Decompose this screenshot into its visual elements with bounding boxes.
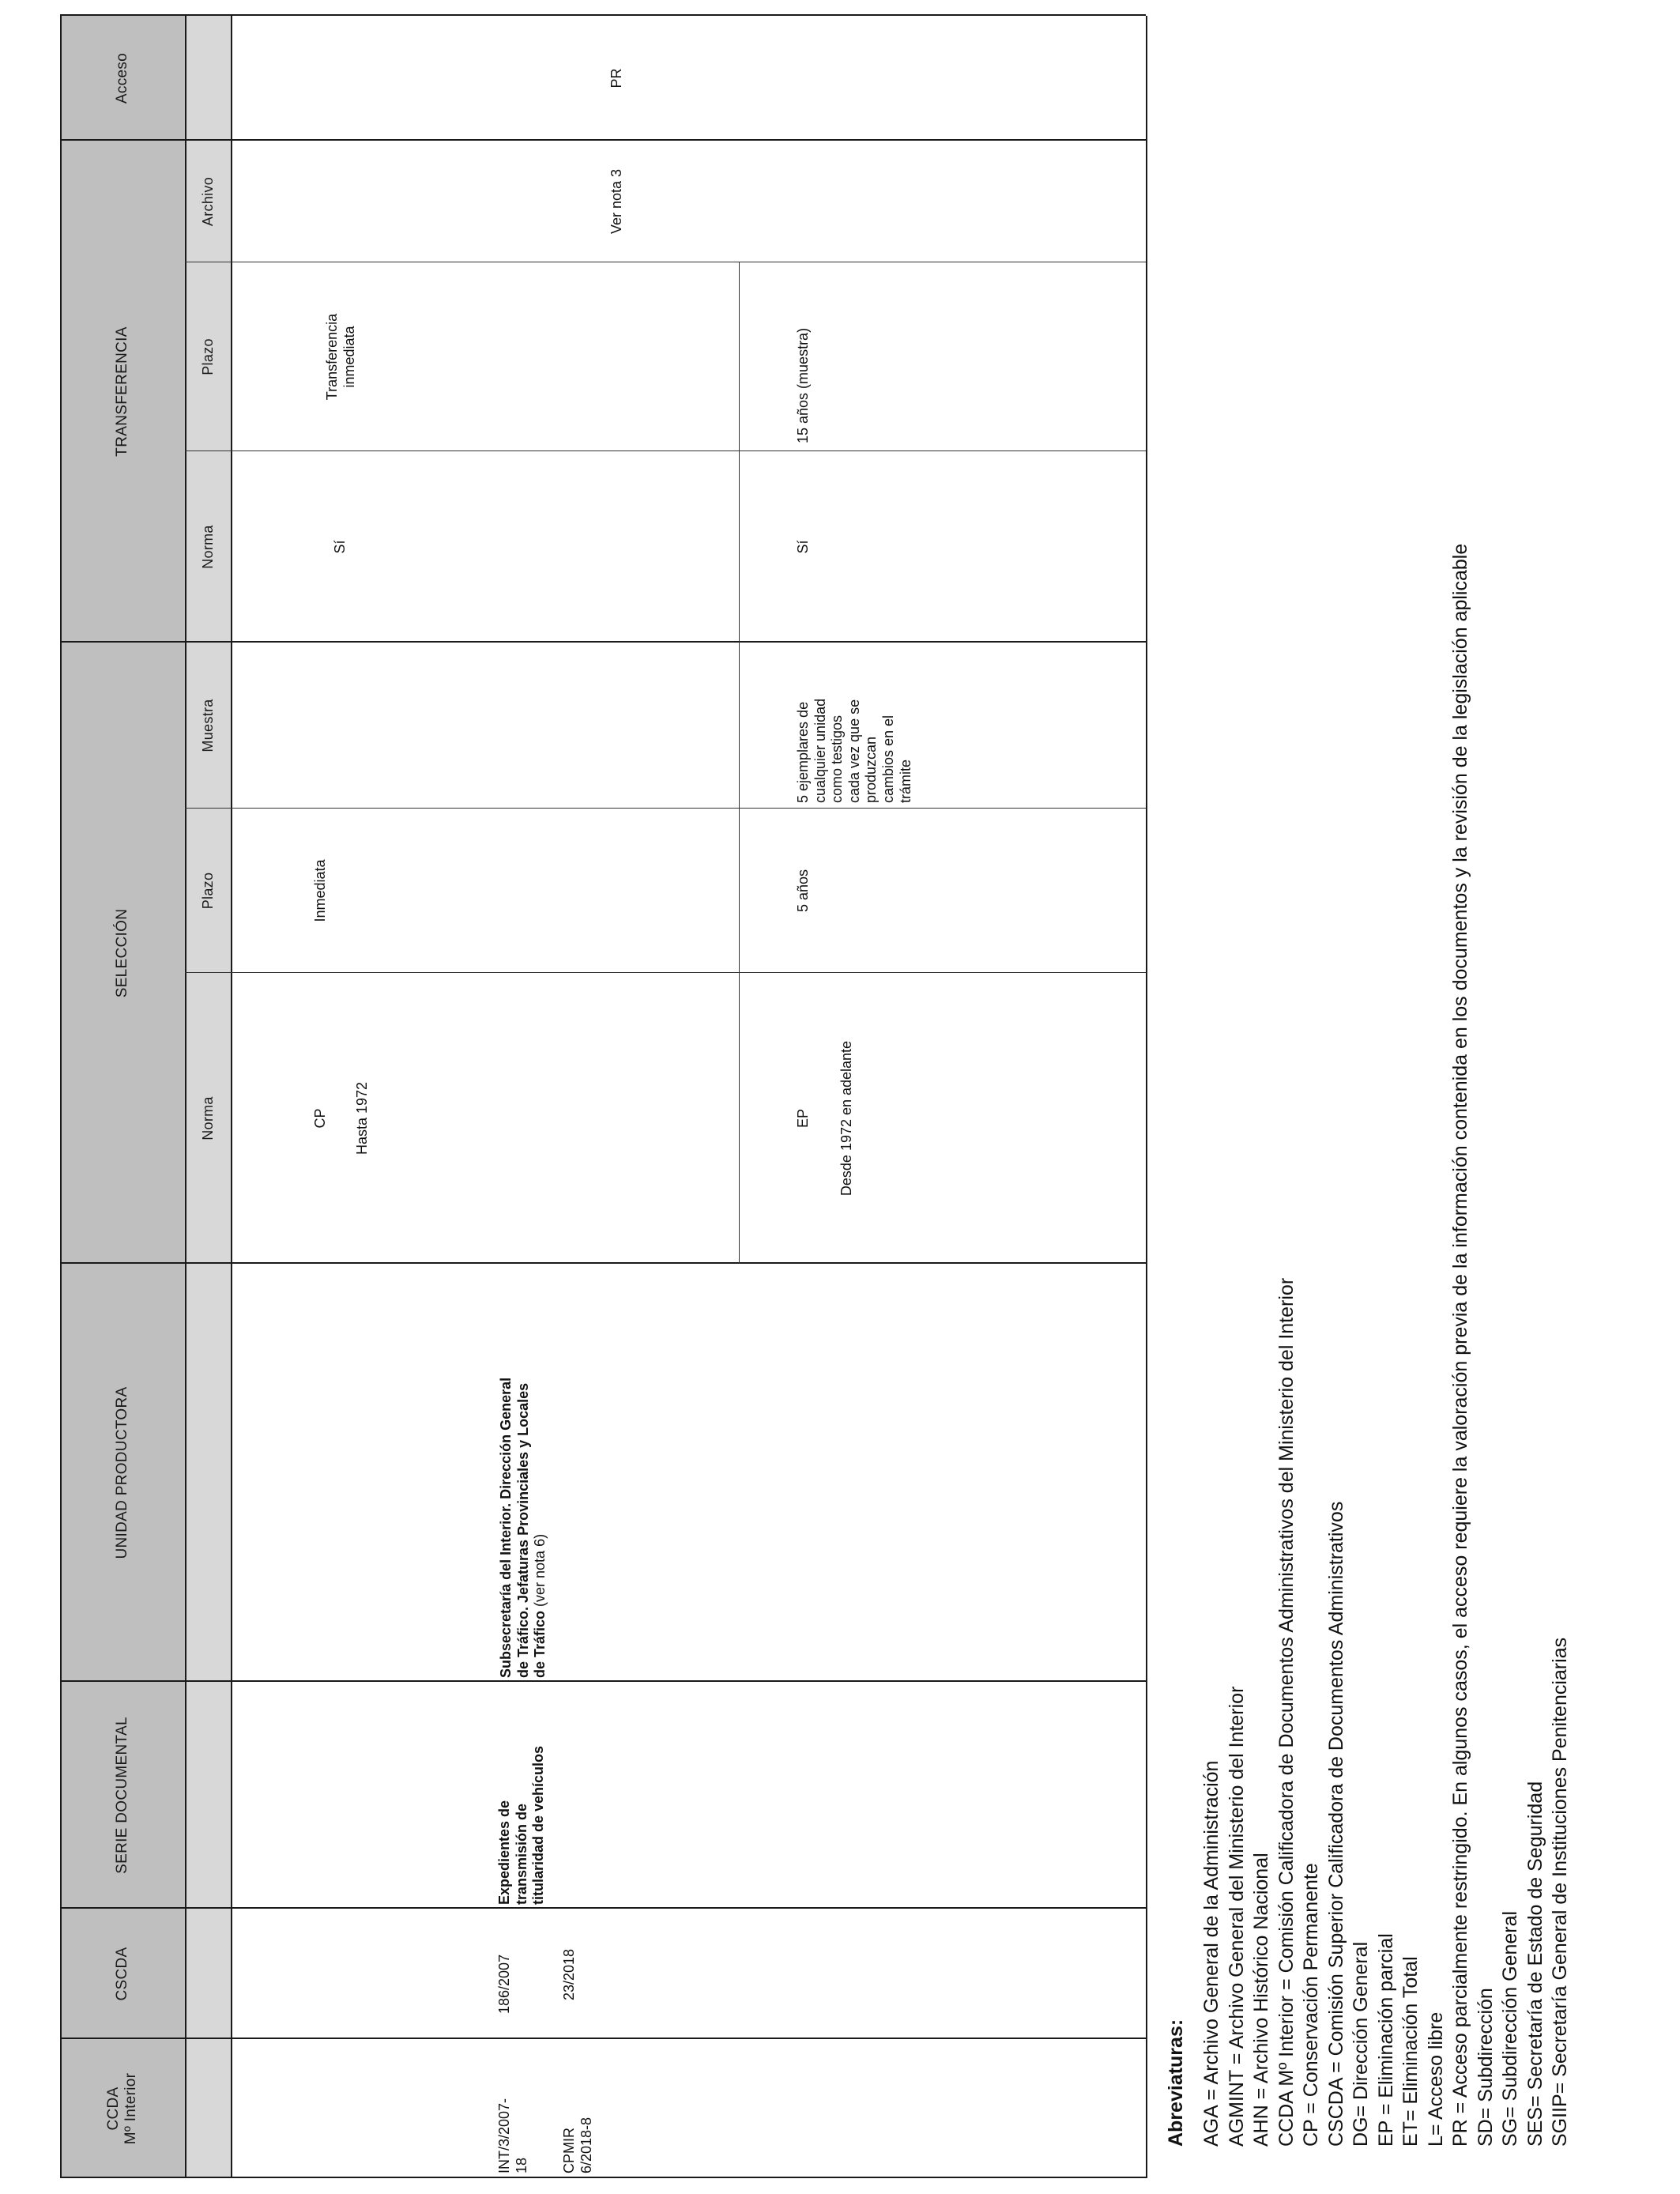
header-serie-documental: SERIE DOCUMENTAL — [114, 1717, 131, 1874]
seleccion-plazo-cp: Inmediata — [312, 859, 328, 922]
header-seleccion: SELECCIÓN — [114, 908, 131, 998]
unidad-productora-name: Subsecretaría del Interior. Dirección General de Tráfico. Jefaturas Provinciales y Locales de Tráfico — [498, 1377, 548, 1678]
subheader-row-separator — [231, 16, 232, 2178]
cscda-reference-1: 186/2007 — [496, 1954, 512, 2014]
ccda-reference-2: CPMIR 6/2018-8 — [561, 2117, 594, 2173]
ccda-reference-1: INT/3/2007- 18 — [496, 2098, 529, 2173]
abbreviation-item: SD= Subdirección — [1474, 1988, 1497, 2147]
header-ccda: CCDA Mº Interior — [105, 2072, 139, 2145]
abbreviation-item: CSCDA = Comisión Superior Calificadora de Documentos Administrativos — [1324, 1501, 1347, 2147]
abbreviation-item: DG= Dirección General — [1350, 1941, 1372, 2147]
subheader-seleccion-plazo: Plazo — [199, 872, 216, 910]
abbreviation-item: AGMINT = Archivo General del Ministerio del Interior — [1225, 1686, 1248, 2147]
abbreviations-title: Abreviaturas: — [1165, 2019, 1187, 2147]
table-border-right — [60, 14, 1146, 16]
cscda-reference-2: 23/2018 — [561, 1948, 577, 2000]
header-unidad-productora: UNIDAD PRODUCTORA — [114, 1386, 131, 1559]
subheader-seleccion-norma: Norma — [199, 1096, 216, 1140]
col-sep-serie-unidad — [60, 1680, 1146, 1682]
abbreviation-item: CP = Conservación Permanente — [1300, 1863, 1322, 2147]
abbreviation-item: SG= Subdirección General — [1499, 1910, 1521, 2147]
seleccion-norma-cp-note: Hasta 1972 — [354, 1081, 370, 1155]
transferencia-norma-1: Sí — [332, 540, 348, 554]
abbreviation-item: L= Acceso libre — [1424, 2011, 1447, 2147]
seleccion-plazo-ep: 5 años — [795, 869, 811, 913]
seleccion-norma-ep-note: Desde 1972 en adelante — [838, 1040, 854, 1197]
header-transferencia: TRANSFERENCIA — [114, 326, 131, 457]
subheader-transferencia-archivo: Archivo — [199, 176, 216, 227]
header-cscda: CSCDA — [114, 1947, 131, 2001]
table-border-left — [60, 2177, 1146, 2178]
seleccion-norma-cp: CP — [312, 1108, 328, 1129]
transferencia-plazo-1: Transferencia inmediata — [324, 313, 357, 401]
abbreviations-list — [1200, 544, 1573, 2147]
acceso-value: PR — [608, 68, 624, 89]
col-sep-ccda-cscda — [60, 2038, 1146, 2039]
subheader-seleccion-muestra: Muestra — [199, 699, 216, 752]
abbreviation-item: CCDA Mº Interior = Comisión Calificadora de Documentos Administrativos del Ministerio del Interior — [1275, 1277, 1298, 2147]
abbreviation-item: SGIIP= Secretaría General de Instituciones Penitenciarias — [1549, 1637, 1571, 2147]
unidad-productora-note: (ver nota 6) — [532, 1533, 548, 1611]
serie-documental-title: Expedientes de transmisión de titularidad de vehículos — [496, 1745, 547, 1905]
subheader-transferencia-norma: Norma — [199, 525, 216, 569]
abbreviation-item: ET= Eliminación Total — [1399, 1956, 1422, 2147]
table-border-bottom — [1146, 16, 1147, 2178]
col-sep-cscda-serie — [60, 1907, 1146, 1909]
abbreviation-item: AGA = Archivo General de la Administración — [1200, 1760, 1222, 2147]
transferencia-plazo-2: 15 años (muestra) — [795, 327, 811, 443]
seleccion-muestra-ep: 5 ejemplares de cualquier unidad como testigos cada vez que se produzcan cambios en el trámite — [795, 698, 913, 803]
unidad-productora — [498, 1267, 549, 1678]
abbreviation-item: SES= Secretaría de Estado de Seguridad — [1524, 1781, 1546, 2147]
subheader-transferencia-plazo: Plazo — [199, 338, 216, 375]
row-split-cp-ep — [739, 262, 740, 1264]
transferencia-archivo: Ver nota 3 — [608, 168, 624, 235]
seleccion-norma-ep: EP — [795, 1109, 811, 1129]
transferencia-norma-2: Sí — [795, 540, 811, 554]
abbreviation-item: PR = Acceso parcialmente restringido. En algunos casos, el acceso requiere la valoración previa de la información contenida en los documentos y la revisión de la legislación aplicable — [1449, 543, 1471, 2147]
abbreviation-item: EP = Eliminación parcial — [1374, 1933, 1397, 2147]
header-acceso: Acceso — [114, 52, 131, 104]
abbreviation-item: AHN = Archivo Histórico Nacional — [1250, 1853, 1272, 2147]
